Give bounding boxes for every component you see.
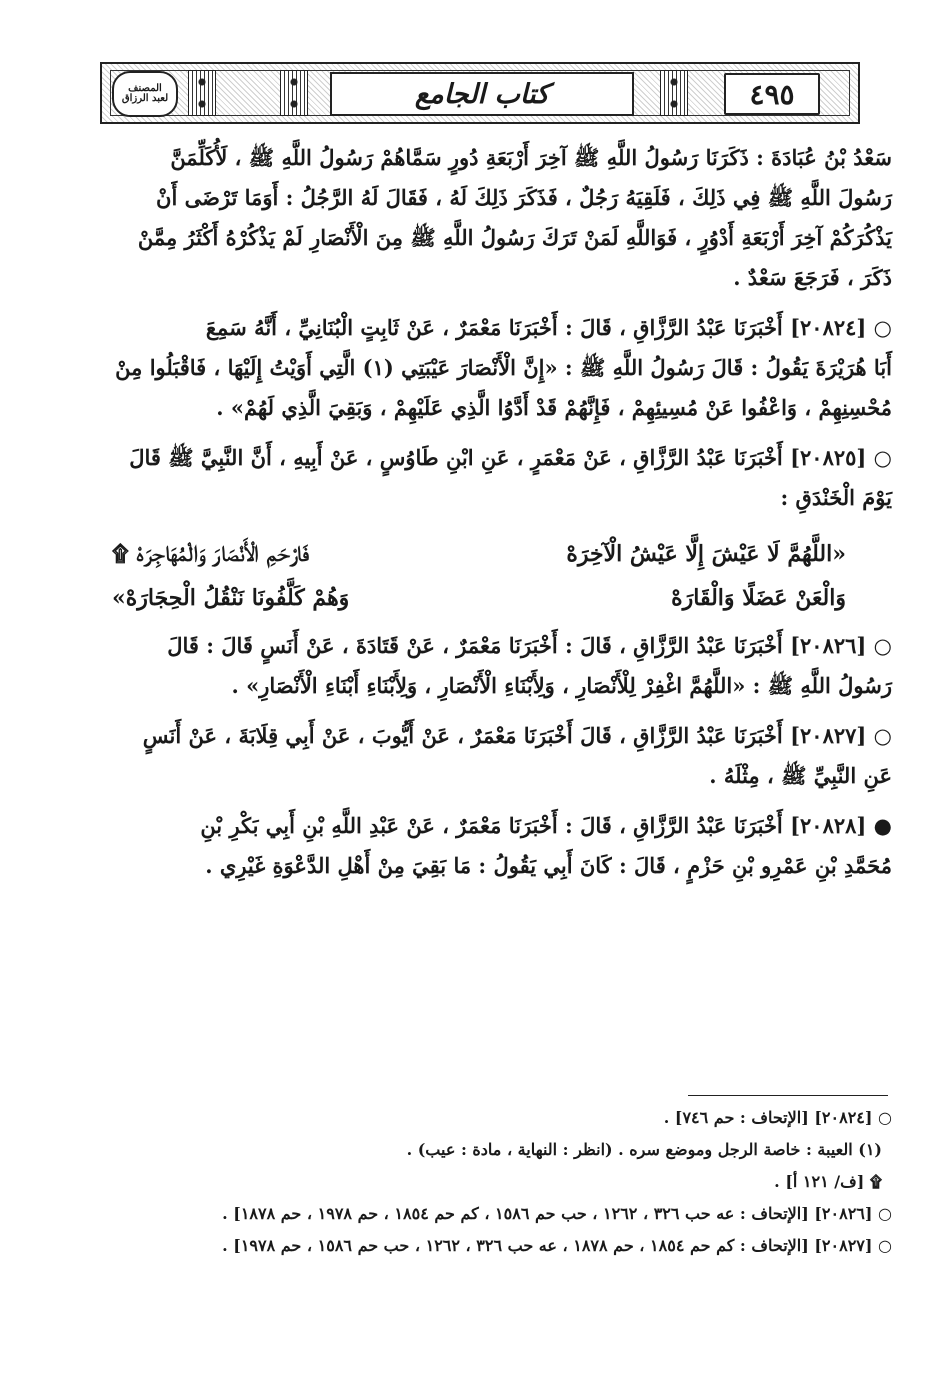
text-line: ○ [٢٠٨٢٥] أَخْبَرَنَا عَبْدُ الرَّزَّاقِ ، عَنْ مَعْمَرٍ ، عَنِ ابْنِ طَاوُسٍ ، عَنْ أَبِيهِ ، أَنَّ النَّبِيَّ ﷺ قَالَ (129, 445, 892, 470)
ornament-icon (280, 70, 308, 116)
logo-line-2: لعبد الرزاق (121, 93, 169, 104)
book-logo (112, 71, 178, 117)
text-line: ● [٢٠٨٢٨] أَخْبَرَنَا عَبْدُ الرَّزَّاقِ ، قَالَ : أَخْبَرَنَا مَعْمَرٌ ، عَنْ عَبْدِ اللَّهِ بْنِ أَبِي بَكْرِ بْنِ (200, 813, 892, 838)
text-line: يَوْمَ الْخَنْدَقِ : (780, 485, 892, 510)
text-line: أَبَا هُرَيْرَةَ يَقُولُ : قَالَ رَسُولُ اللَّهِ ﷺ : «إِنَّ الْأَنْصَارَ عَيْبَتِي (١) الَّتِي أَوَيْتُ إِلَيْهَا ، فَاقْبَلُوا مِنْ (115, 355, 892, 380)
hadith-20828 (96, 806, 892, 886)
text-line: يَذْكُرَكُمْ آخِرَ أَرْبَعَةِ أَدْوُرٍ ، فَوَاللَّهِ لَمَنْ تَرَكَ رَسُولُ اللَّهِ ﷺ مِنَ الْأَنْصَارِ لَمْ يَذْكُرْهُ أَكْثَرُ مِمَّنْ (137, 225, 892, 250)
text-line: مُحَمَّدِ بْنِ عَمْرِو بْنِ حَزْمٍ ، قَالَ : كَانَ أَبِي يَقُولُ : مَا بَقِيَ مِنْ أَهْلِ الدَّعْوَةِ غَيْرِي . (205, 853, 892, 878)
text-line: رَسُولُ اللَّهِ ﷺ : «اللَّهُمَّ اغْفِرْ لِلْأَنْصَارِ ، وَلِأَبْنَاءِ الْأَنْصَارِ ، وَلِأَبْنَاءِ أَبْنَاءِ الْأَنْصَارِ» . (231, 673, 892, 698)
hadith-20827 (96, 716, 892, 796)
hadith-20824 (96, 308, 892, 428)
poem-verses (96, 532, 892, 620)
text-line: رَسُولَ اللَّهِ ﷺ فِي ذَلِكَ ، فَلَقِيَهُ رَجُلٌ ، فَذَكَرَ ذَلِكَ لَهُ ، فَقَالَ لَهُ الرَّجُلُ : أَوَمَا تَرْضَى أَنْ (156, 185, 892, 210)
footnote: (١) العيبة : خاصة الرجل وموضع سره . (انظر : النهاية ، مادة : عيب) . (406, 1140, 882, 1159)
text-line: مُحْسِنِهِمْ ، وَاعْفُوا عَنْ مُسِيئِهِمْ ، فَإِنَّهُمْ قَدْ أَدَّوُا الَّذِي عَلَيْهِمْ ، وَبَقِيَ الَّذِي لَهُمْ» . (216, 395, 892, 420)
footnote: ۩ [ف/ ١٢١ أ] . (774, 1172, 882, 1191)
text-line: ذَكَرَ ، فَرَجَعَ سَعْدٌ . (733, 265, 892, 290)
paragraph-continuation (96, 138, 892, 298)
hemistich: «اللَّهُمَّ لَا عَيْشَ إِلَّا عَيْشُ الْآخِرَهْ (566, 541, 846, 567)
page-number: ٤٩٥ (724, 73, 820, 115)
verse-row (96, 576, 892, 620)
footnote: ○ [٢٠٨٢٤] [الإتحاف : حم ٧٤٦] . (663, 1108, 892, 1127)
hadith-20826 (96, 626, 892, 706)
hadith-number: ● [٢٠٨٢٨] (790, 813, 892, 838)
footnote: ○ [٢٠٨٢٧] [الإتحاف : كم حم ١٨٥٤ ، حم ١٨٧٨ ، عه حب ٣٢٦ ، ١٢٦٢ ، حب حم ١٥٨٦ ، حم ١٩٧٨] . (222, 1236, 892, 1255)
text-line: ○ [٢٠٨٢٧] أَخْبَرَنَا عَبْدُ الرَّزَّاقِ ، قَالَ أَخْبَرَنَا مَعْمَرٌ ، عَنْ أَيُّوبَ ، عَنْ أَبِي قِلَابَةَ ، عَنْ أَنَسٍ (142, 723, 892, 748)
text-line: سَعْدُ بْنُ عُبَادَةَ : ذَكَرَنَا رَسُولُ اللَّهِ ﷺ آخِرَ أَرْبَعَةِ دُورٍ سَمَّاهُمْ رَسُولُ اللَّهِ ﷺ ، لَأُكَلِّمَنَّ (170, 145, 892, 170)
hadith-number: ○ [٢٠٨٢٥] (790, 445, 892, 470)
hadith-20825 (96, 438, 892, 518)
ornament-icon (188, 70, 216, 116)
main-text (96, 138, 892, 896)
text-line: ○ [٢٠٨٢٦] أَخْبَرَنَا عَبْدُ الرَّزَّاقِ ، قَالَ : أَخْبَرَنَا مَعْمَرٌ ، عَنْ قَتَادَةَ ، عَنْ أَنَسٍ قَالَ : قَالَ (167, 633, 892, 658)
hadith-number: ○ [٢٠٨٢٤] (790, 315, 892, 340)
logo-line-1: المصنف (128, 82, 162, 94)
hemistich: وَالْعَنْ عَضَلًا وَالْقَارَهْ (671, 585, 846, 611)
footnote-divider (688, 1095, 888, 1096)
text-line: ○ [٢٠٨٢٤] أَخْبَرَنَا عَبْدُ الرَّزَّاقِ ، قَالَ : أَخْبَرَنَا مَعْمَرٌ ، عَنْ ثَابِتٍ الْبُنَانِيِّ ، أَنَّهُ سَمِعَ (205, 315, 892, 340)
footnotes (80, 1102, 892, 1262)
hemistich: وَهُمْ كَلَّفُونَا نَنْقُلُ الْحِجَارَهْ» (112, 585, 350, 611)
page-header (100, 62, 860, 124)
hadith-number: ○ [٢٠٨٢٦] (790, 633, 892, 658)
footnote: ○ [٢٠٨٢٦] [الإتحاف : عه حب ٣٢٦ ، ١٢٦٢ ، حب حم ١٥٨٦ ، كم حم ١٨٥٤ ، حم ١٩٧٨ ، حم ١٨٧٨] . (222, 1204, 892, 1223)
chapter-title: كتاب الجامع (330, 72, 634, 116)
text-line: عَنِ النَّبِيِّ ﷺ ، مِثْلَهُ . (709, 763, 892, 788)
hadith-number: ○ [٢٠٨٢٧] (790, 723, 892, 748)
ornament-icon (660, 70, 688, 116)
hemistich: فَارْحَمِ الْأَنْصَارَ وَالْمُهَاجِرَهْ ۩ (112, 541, 310, 567)
verse-row (96, 532, 892, 576)
